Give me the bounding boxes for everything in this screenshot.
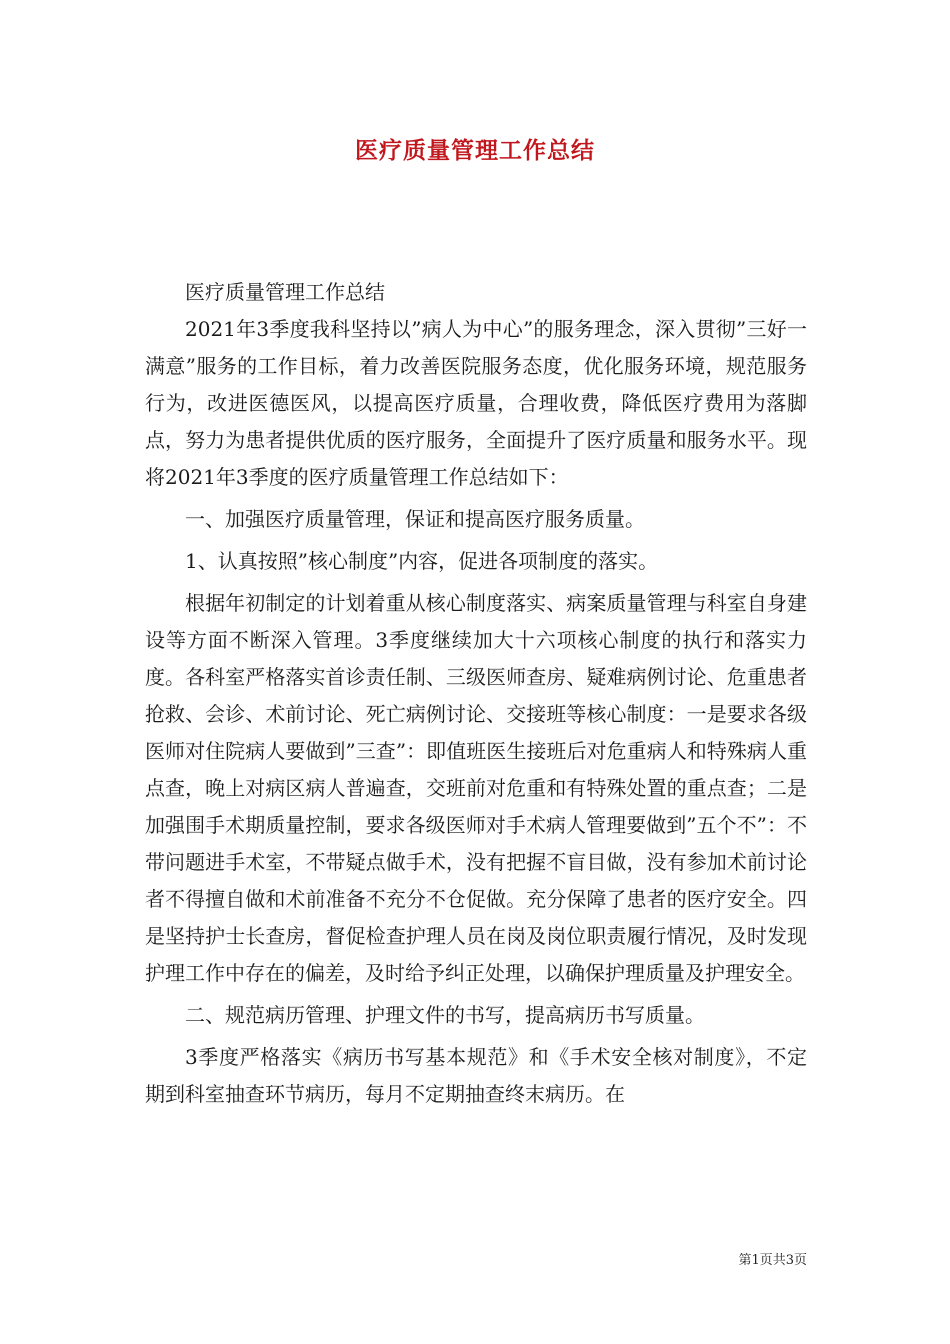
page-number: 第1页共3页 xyxy=(738,1253,807,1268)
paragraph-intro: 2021年3季度我科坚持以”病人为中心”的服务理念，深入贯彻”三好一满意”服务的工作目标，着力改善医院服务态度，优化服务环境，规范服务行为，改进医德医风，以提高医疗质量，合理收费，降低医疗费用为落脚点，努力为患者提供优质的医疗服务，全面提升了医疗质量和服务水平。现将2021年3季度的医疗质量管理工作总结如下： xyxy=(145,317,807,489)
paragraph-section-1: 一、加强医疗质量管理，保证和提高医疗服务质量。 xyxy=(185,507,645,531)
paragraph-core-system: 根据年初制定的计划着重从核心制度落实、病案质量管理与科室自身建设等方面不断深入管理。3季度继续加大十六项核心制度的执行和落实力度。各科室严格落实首诊责任制、三级医师查房、疑难病例讨论、危重患者抢救、会诊、术前讨论、死亡病例讨论、交接班等核心制度：一是要求各级医师对住院病人要做到”三查”：即值班医生接班后对危重病人和特殊病人重点查，晚上对病区病人普遍查，交班前对危重和有特殊处置的重点查；二是加强围手术期质量控制，要求各级医师对手术病人管理要做到”五个不”：不带问题进手术室，不带疑点做手术，没有把握不盲目做，没有参加术前讨论者不得擅自做和术前准备不充分不仓促做。充分保障了患者的医疗安全。四是坚持护士长查房，督促检查护理人员在岗及岗位职责履行情况，及时发现护理工作中存在的偏差，及时给予纠正处理，以确保护理质量及护理安全。 xyxy=(145,591,807,985)
paragraph-medical-records: 3季度严格落实《病历书写基本规范》和《手术安全核对制度》，不定期到科室抽查环节病历，每月不定期抽查终末病历。在 xyxy=(145,1045,807,1106)
paragraph-subsection-1: 1、认真按照”核心制度”内容，促进各项制度的落实。 xyxy=(185,549,659,573)
document-body xyxy=(145,274,807,1113)
paragraph-heading: 医疗质量管理工作总结 xyxy=(185,280,385,304)
paragraph-section-2: 二、规范病历管理、护理文件的书写，提高病历书写质量。 xyxy=(185,1003,705,1027)
document-title: 医疗质量管理工作总结 xyxy=(355,137,595,164)
